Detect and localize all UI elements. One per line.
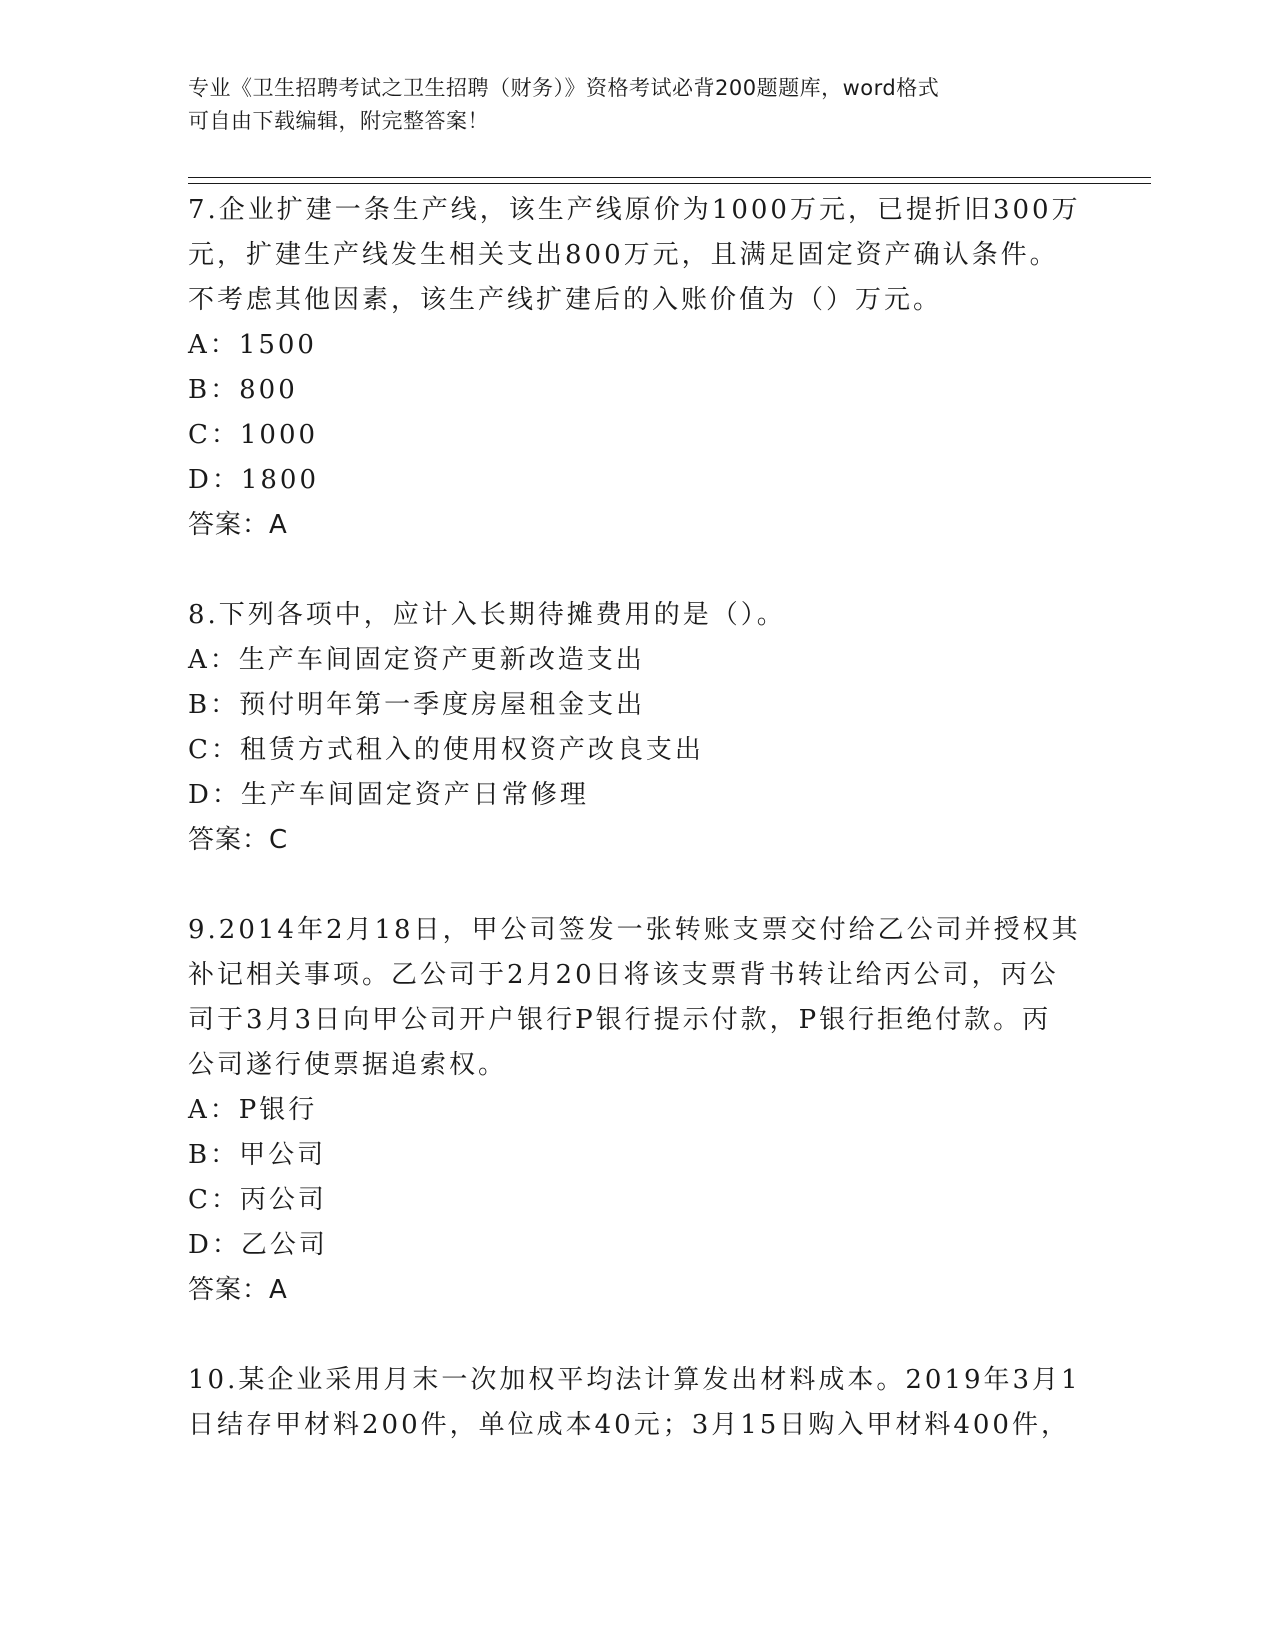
question-text-line: 不考虑其他因素，该生产线扩建后的入账价值为（）万元。 — [188, 285, 943, 315]
header-title-line-2: 可自由下载编辑，附完整答案！ — [188, 109, 489, 133]
option-d: D：1800 — [188, 465, 320, 495]
question-text-line: 日结存甲材料200件，单位成本40元；3月15日购入甲材料400件， — [188, 1410, 1070, 1440]
option-d: D：生产车间固定资产日常修理 — [188, 780, 589, 810]
option-b: B：预付明年第一季度房屋租金支出 — [188, 690, 646, 720]
answer-label: 答案：A — [188, 1275, 288, 1305]
question-text-line: 元，扩建生产线发生相关支出800万元，且满足固定资产确认条件。 — [188, 240, 1059, 270]
option-c: C：租赁方式租入的使用权资产改良支出 — [188, 735, 704, 765]
option-d: D：乙公司 — [188, 1230, 328, 1260]
header-title-line-1: 专业《卫生招聘考试之卫生招聘（财务）》资格考试必背200题题库，word格式 — [188, 76, 940, 100]
header-divider-bottom — [188, 183, 1151, 184]
question-text-line: 10.某企业采用月末一次加权平均法计算发出材料成本。2019年3月1 — [188, 1365, 1081, 1395]
option-c: C：丙公司 — [188, 1185, 327, 1215]
option-a: A：生产车间固定资产更新改造支出 — [188, 645, 645, 675]
question-text-line: 补记相关事项。乙公司于2月20日将该支票背书转让给丙公司，丙公 — [188, 960, 1059, 990]
document-header — [188, 72, 1088, 138]
option-b: B：甲公司 — [188, 1140, 327, 1170]
question-10 — [188, 1358, 1108, 1448]
question-text-line: 司于3月3日向甲公司开户银行P银行提示付款，P银行拒绝付款。丙 — [188, 1005, 1052, 1035]
question-text-line: 公司遂行使票据追索权。 — [188, 1050, 508, 1080]
question-text-line: 9.2014年2月18日，甲公司签发一张转账支票交付给乙公司并授权其 — [188, 915, 1081, 945]
answer-label: 答案：A — [188, 510, 288, 540]
question-spacer — [188, 1313, 1108, 1358]
question-8 — [188, 593, 1108, 863]
option-a: A：P银行 — [188, 1095, 318, 1125]
header-divider-top — [188, 177, 1151, 178]
question-spacer — [188, 863, 1108, 908]
option-a: A：1500 — [188, 330, 317, 360]
question-9 — [188, 908, 1108, 1313]
question-text-line: 8.下列各项中，应计入长期待摊费用的是（）。 — [188, 600, 786, 630]
question-list — [188, 188, 1108, 1448]
option-c: C：1000 — [188, 420, 319, 450]
option-b: B：800 — [188, 375, 298, 405]
answer-label: 答案：C — [188, 825, 289, 855]
question-spacer — [188, 548, 1108, 593]
question-text-line: 7.企业扩建一条生产线，该生产线原价为1000万元，已提折旧300万 — [188, 195, 1081, 225]
question-7 — [188, 188, 1108, 548]
